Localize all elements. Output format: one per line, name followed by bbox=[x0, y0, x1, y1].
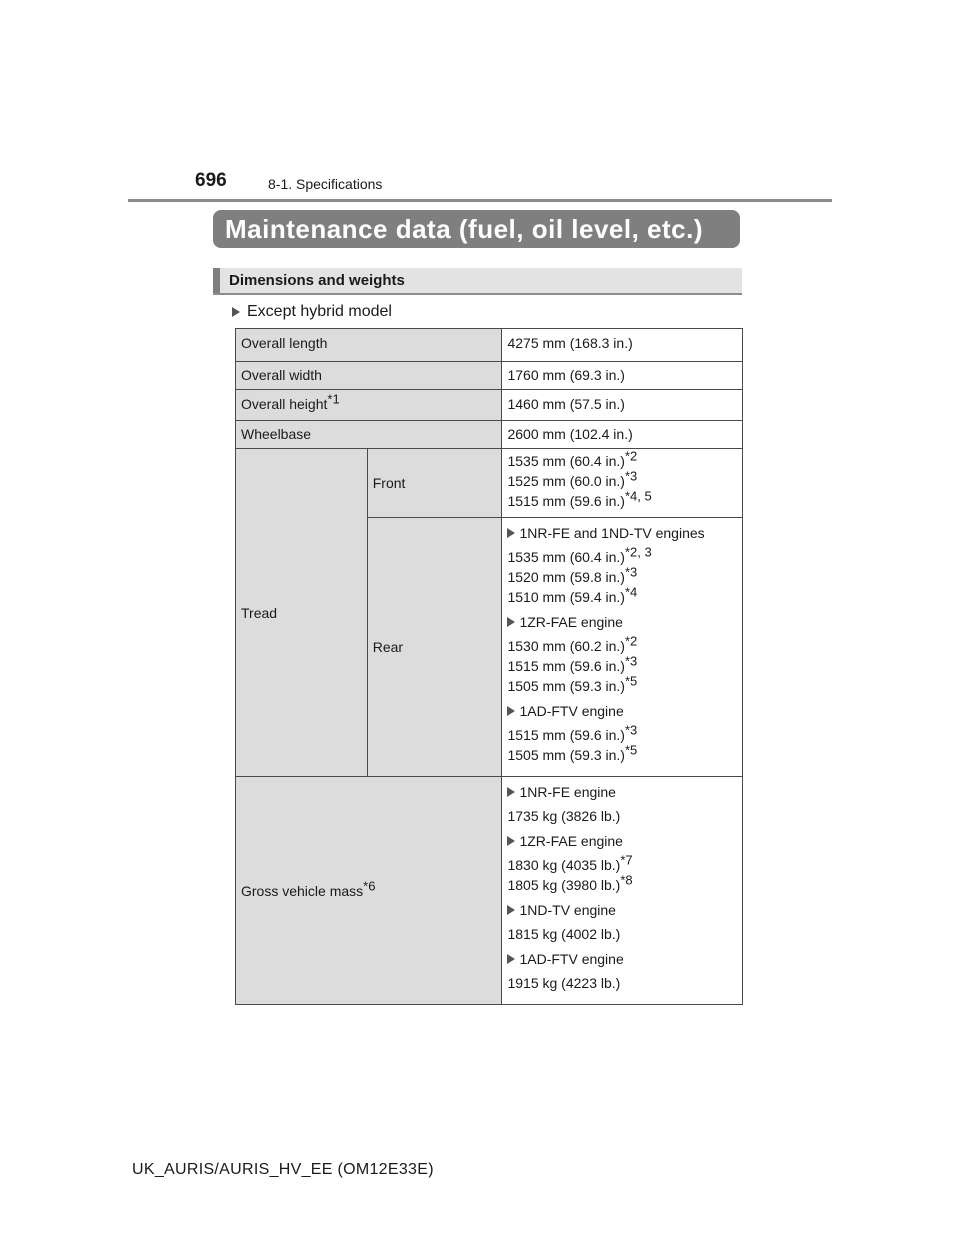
triangle-bullet-icon bbox=[232, 307, 240, 317]
subheading-bar bbox=[213, 268, 220, 293]
table-row bbox=[236, 777, 743, 1005]
footnote-ref: *1 bbox=[327, 391, 340, 407]
footnote-ref: *6 bbox=[363, 877, 376, 893]
table-row bbox=[236, 329, 743, 362]
engine-condition: 1NR-FE and 1ND-TV engines bbox=[507, 523, 742, 543]
value-block: 1830 kg (4035 lb.)$^{*7}$ 1805 kg (3980 lb.)$^{*8}$ bbox=[507, 852, 633, 893]
model-heading-text: Except hybrid model bbox=[247, 303, 392, 320]
triangle-bullet-icon bbox=[507, 528, 515, 538]
tread-front-label: Front bbox=[367, 449, 502, 518]
gross-vehicle-mass-values bbox=[502, 777, 743, 1005]
triangle-bullet-icon bbox=[507, 905, 515, 915]
page-number: 696 bbox=[195, 170, 227, 191]
subheading-text: Dimensions and weights bbox=[229, 272, 405, 289]
tread-label: Tread bbox=[236, 449, 368, 777]
value-block: 1915 kg (4223 lb.) bbox=[507, 975, 621, 991]
value-block: 1535 mm (60.4 in.)$^{*2, 3}$ 1520 mm (59.8 in.)$^{*3}$ 1510 mm (59.4 in.)$^{*4}$ bbox=[507, 544, 652, 605]
value-block: 1530 mm (60.2 in.)$^{*2}$ 1515 mm (59.6 in.)$^{*3}$ 1505 mm (59.3 in.)$^{*5}$ bbox=[507, 633, 638, 694]
section-subheading bbox=[213, 268, 742, 295]
value-line: 1515 mm (59.6 in.)$^{*4, 5}$ bbox=[507, 488, 652, 509]
value-block: 1515 mm (59.6 in.)$^{*3}$ 1505 mm (59.3 in.)$^{*5}$ bbox=[507, 722, 638, 763]
engine-condition: 1ND-TV engine bbox=[507, 900, 742, 920]
value-block: 1815 kg (4002 lb.) bbox=[507, 926, 621, 942]
engine-condition: 1ZR-FAE engine bbox=[507, 612, 742, 632]
table-row bbox=[236, 421, 743, 449]
value-block: 1735 kg (3826 lb.) bbox=[507, 808, 621, 824]
engine-condition: 1ZR-FAE engine bbox=[507, 831, 742, 851]
row-label: Overall length bbox=[236, 329, 502, 362]
engine-condition: 1AD-FTV engine bbox=[507, 949, 742, 969]
table-row bbox=[236, 449, 743, 518]
gross-vehicle-mass-label: Gross vehicle mass$^{*6}$ bbox=[236, 777, 502, 1005]
footer-document-code: UK_AURIS/AURIS_HV_EE (OM12E33E) bbox=[132, 1161, 434, 1178]
row-value: 4275 mm (168.3 in.) bbox=[502, 329, 743, 362]
header-divider bbox=[128, 199, 832, 202]
row-label-text: Overall height bbox=[241, 396, 328, 412]
section-label: 8-1. Specifications bbox=[268, 176, 383, 192]
tread-front-values bbox=[502, 449, 743, 518]
model-heading bbox=[232, 303, 392, 321]
engine-condition: 1NR-FE engine bbox=[507, 782, 742, 802]
tread-rear-values bbox=[502, 518, 743, 777]
row-label: Wheelbase bbox=[236, 421, 502, 449]
row-label bbox=[236, 390, 502, 421]
triangle-bullet-icon bbox=[507, 787, 515, 797]
triangle-bullet-icon bbox=[507, 706, 515, 716]
table-row bbox=[236, 362, 743, 390]
value-line: 1535 mm (60.4 in.)$^{*2}$ bbox=[507, 448, 638, 469]
triangle-bullet-icon bbox=[507, 954, 515, 964]
row-label: Overall width bbox=[236, 362, 502, 390]
triangle-bullet-icon bbox=[507, 617, 515, 627]
value-line: 1525 mm (60.0 in.)$^{*3}$ bbox=[507, 468, 638, 489]
row-value: 2600 mm (102.4 in.) bbox=[502, 421, 743, 449]
engine-condition: 1AD-FTV engine bbox=[507, 701, 742, 721]
triangle-bullet-icon bbox=[507, 836, 515, 846]
dimensions-table bbox=[235, 328, 743, 1005]
table-row bbox=[236, 390, 743, 421]
row-value: 1760 mm (69.3 in.) bbox=[502, 362, 743, 390]
page-title: Maintenance data (fuel, oil level, etc.) bbox=[213, 210, 740, 248]
tread-rear-label: Rear bbox=[367, 518, 502, 777]
row-value: 1460 mm (57.5 in.) bbox=[502, 390, 743, 421]
